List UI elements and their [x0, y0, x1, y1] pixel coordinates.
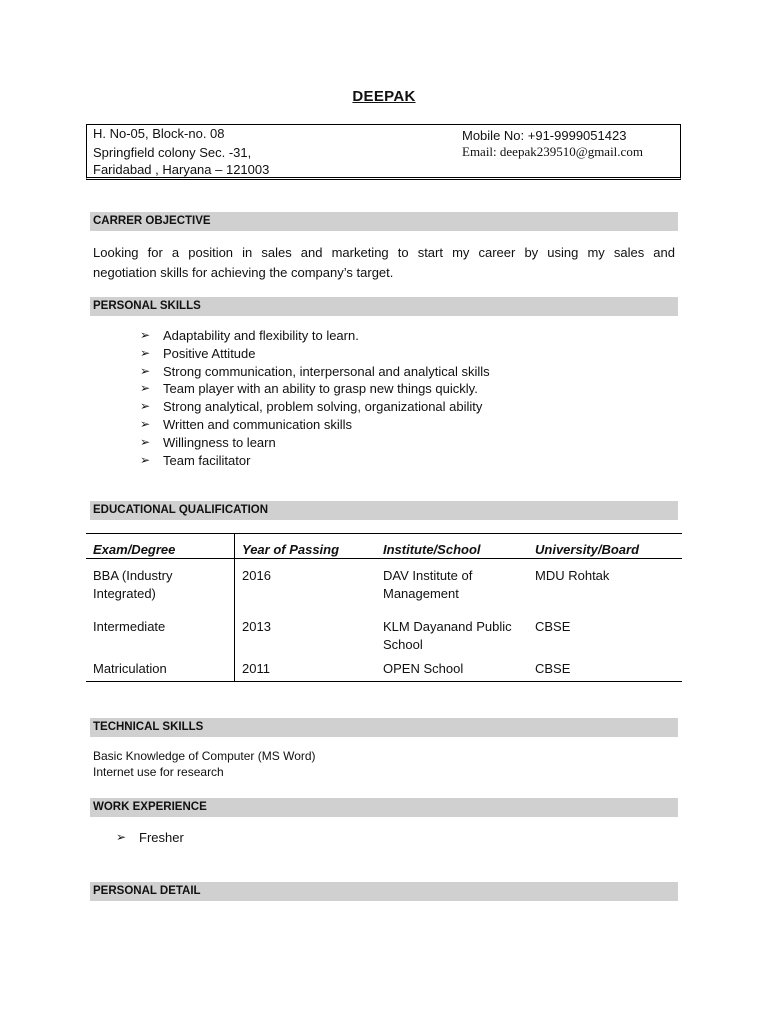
- table-cell-institute: School: [383, 637, 423, 652]
- section-heading-technical-skills: TECHNICAL SKILLS: [90, 718, 678, 737]
- table-cell-exam: Matriculation: [93, 661, 167, 676]
- table-cell-institute: OPEN School: [383, 661, 464, 676]
- arrow-bullet-icon: ➢: [140, 363, 151, 378]
- arrow-bullet-icon: ➢: [140, 381, 151, 396]
- arrow-bullet-icon: ➢: [116, 830, 127, 844]
- column-header-exam: Exam/Degree: [93, 542, 176, 557]
- table-cell-exam: Intermediate: [93, 619, 166, 634]
- mobile-number: Mobile No: +91-9999051423: [462, 128, 627, 143]
- personal-skills-list: [140, 327, 490, 469]
- education-table: [86, 533, 682, 682]
- list-item: ➢ Positive Attitude: [140, 345, 256, 361]
- table-cell-institute: DAV Institute of: [383, 568, 473, 583]
- arrow-bullet-icon: ➢: [140, 399, 151, 414]
- table-cell-year: 2011: [242, 661, 270, 676]
- list-item: ➢ Willingness to learn: [140, 434, 276, 450]
- arrow-bullet-icon: ➢: [140, 452, 151, 467]
- section-heading-personal-detail: PERSONAL DETAIL: [90, 882, 678, 901]
- arrow-bullet-icon: ➢: [140, 416, 151, 431]
- table-cell-year: 2016: [242, 568, 271, 583]
- objective-line-2: negotiation skills for achieving the company’s target.: [93, 265, 394, 280]
- table-cell-board: CBSE: [535, 661, 571, 676]
- arrow-bullet-icon: ➢: [140, 328, 151, 342]
- list-item: ➢ Team facilitator: [140, 452, 251, 468]
- arrow-bullet-icon: ➢: [140, 434, 151, 449]
- table-column-divider: [234, 534, 235, 681]
- contact-box: [86, 124, 681, 180]
- email-address[interactable]: Email: deepak239510@gmail.com: [462, 144, 643, 159]
- list-item: ➢ Adaptability and flexibility to learn.: [140, 328, 359, 343]
- objective-text: [93, 243, 675, 283]
- table-cell-board: CBSE: [535, 619, 571, 634]
- table-cell-board: MDU Rohtak: [535, 568, 610, 583]
- list-item: ➢ Team player with an ability to grasp new things quickly.: [140, 381, 478, 397]
- section-heading-work-experience: WORK EXPERIENCE: [90, 798, 678, 817]
- technical-skill-item: Basic Knowledge of Computer (MS Word): [93, 749, 316, 763]
- column-header-institute: Institute/School: [383, 542, 481, 557]
- objective-line-1: Looking for a position in sales and marketing to start my career by using my sales and: [93, 245, 675, 260]
- column-header-year: Year of Passing: [242, 542, 340, 557]
- work-experience-item: ➢ Fresher: [116, 830, 184, 845]
- table-cell-exam: BBA (Industry: [93, 568, 173, 583]
- section-heading-personal-skills: PERSONAL SKILLS: [90, 297, 678, 316]
- list-item: ➢ Strong communication, interpersonal and analytical skills: [140, 363, 490, 379]
- table-cell-institute: Management: [383, 586, 459, 601]
- resume-name: DEEPAK: [352, 88, 416, 105]
- list-item: ➢ Strong analytical, problem solving, organizational ability: [140, 399, 483, 415]
- list-item: ➢ Written and communication skills: [140, 416, 353, 432]
- section-heading-education: EDUCATIONAL QUALIFICATION: [90, 501, 678, 520]
- table-cell-exam: Integrated): [93, 586, 156, 601]
- technical-skill-item: Internet use for research: [93, 765, 224, 779]
- address-line-2: Springfield colony Sec. -31,: [93, 145, 252, 160]
- arrow-bullet-icon: ➢: [140, 345, 151, 360]
- section-heading-objective: CARRER OBJECTIVE: [90, 212, 678, 231]
- table-cell-year: 2013: [242, 619, 271, 634]
- column-header-board: University/Board: [535, 542, 640, 557]
- address-line-1: H. No-05, Block-no. 08: [93, 126, 225, 141]
- address-line-3: Faridabad , Haryana – 121003: [93, 162, 270, 177]
- table-cell-institute: KLM Dayanand Public: [383, 619, 512, 634]
